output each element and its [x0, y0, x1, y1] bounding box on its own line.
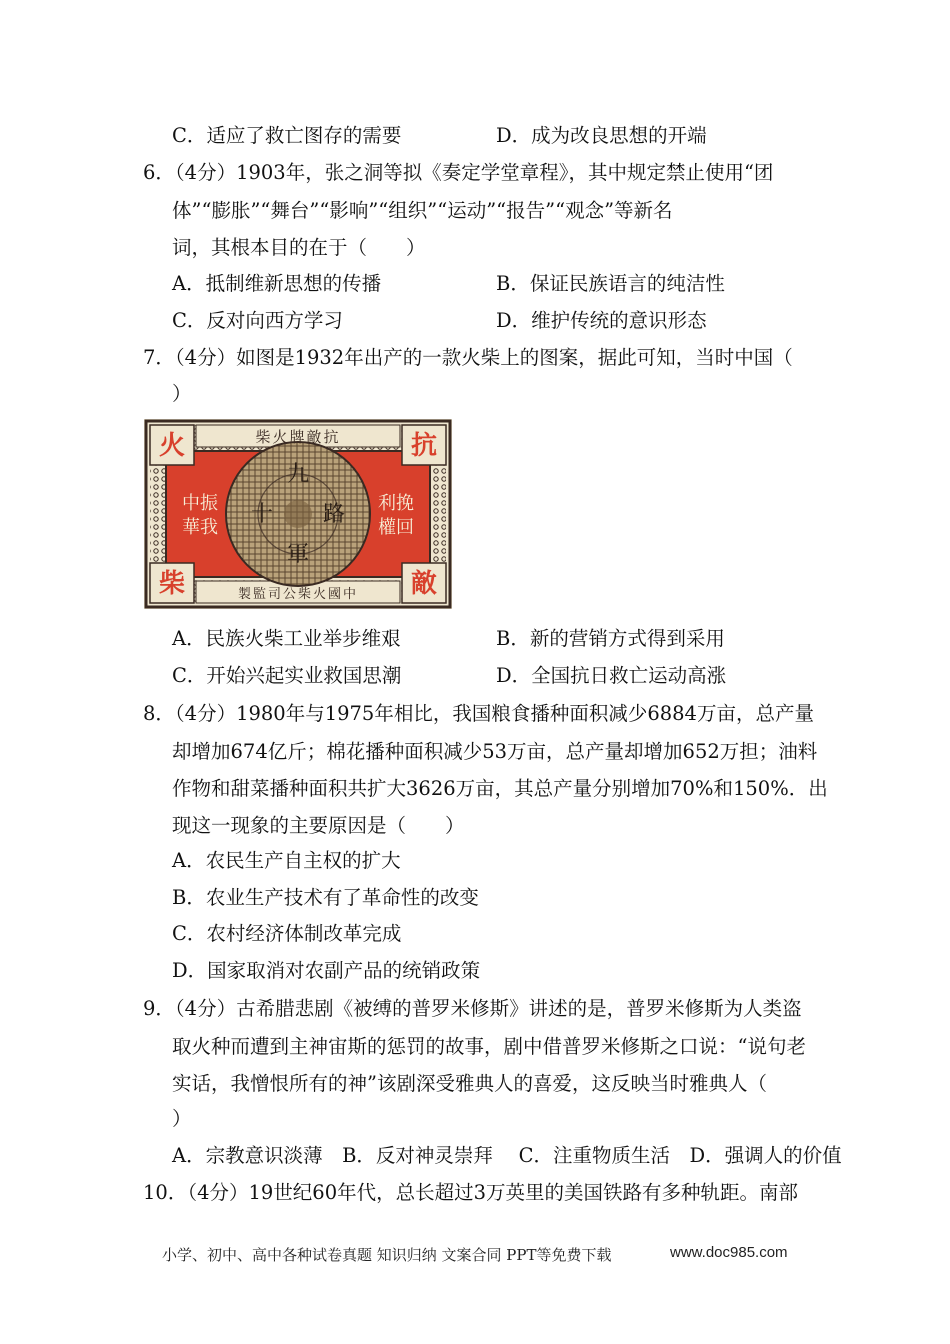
matchbox-label-image — [144, 419, 452, 609]
q8-stem-line-1: 8．（4分）1980年与1975年相比，我国粮食播种面积减少6884万亩，总产量 — [143, 702, 814, 725]
q6-stem-line-1: 6．（4分）1903年，张之洞等拟《奏定学堂章程》，其中规定禁止使用“团 — [143, 161, 774, 184]
q7-option-b: B．新的营销方式得到采用 — [496, 627, 725, 650]
matchbox-left-text-1: 中振 — [182, 493, 218, 514]
matchbox-center-char-top: 九 — [286, 462, 310, 487]
q6-stem-line-2: 体”“膨胀”“舞台”“影响”“组织”“运动”“报告”“观念”等新名 — [172, 199, 673, 222]
q7-option-c: C．开始兴起实业救国思潮 — [172, 664, 402, 687]
footer-website[interactable]: www.doc985.com — [670, 1244, 788, 1261]
q9-stem-line-3: 实话，我憎恨所有的神”该剧深受雅典人的喜爱，这反映当时雅典人（ — [172, 1072, 767, 1095]
q7-stem-line-1: 7．（4分）如图是1932年出产的一款火柴上的图案，据此可知，当时中国（ — [143, 346, 793, 369]
q8-option-d: D．国家取消对农副产品的统销政策 — [172, 959, 481, 982]
q8-stem-line-3: 作物和甜菜播种面积共扩大3626万亩，其总产量分别增加70%和150%．出 — [172, 777, 828, 800]
q6-option-a: A．抵制维新思想的传播 — [172, 272, 382, 295]
matchbox-right-text-2: 權回 — [378, 517, 414, 538]
q5-option-c: C．适应了救亡图存的需要 — [172, 124, 402, 147]
q6-option-c: C．反对向西方学习 — [172, 309, 343, 332]
matchbox-center-char-bottom: 軍 — [286, 542, 310, 567]
q8-option-a: A．农民生产自主权的扩大 — [172, 849, 401, 872]
q7-option-d: D．全国抗日救亡运动高涨 — [496, 664, 727, 687]
matchbox-center-char-right: 路 — [322, 502, 346, 527]
matchbox-center-char-left: 十 — [250, 502, 274, 527]
q9-stem-line-1: 9．（4分）古希腊悲剧《被缚的普罗米修斯》讲述的是，普罗米修斯为人类盗 — [143, 997, 802, 1020]
q5-option-d: D．成为改良思想的开端 — [496, 124, 707, 147]
q6-option-d: D．维护传统的意识形态 — [496, 309, 707, 332]
matchbox-top-text: 柴火牌敵抗 — [255, 428, 341, 446]
matchbox-right-text-1: 利挽 — [378, 493, 414, 514]
q7-stem-line-2: ） — [172, 382, 192, 405]
q9-stem-line-2: 取火种而遭到主神宙斯的惩罚的故事，剧中借普罗米修斯之口说：“说句老 — [172, 1035, 806, 1058]
matchbox-bottom-text: 製監司公柴火國中 — [237, 587, 359, 602]
footer-text: 小学、初中、高中各种试卷真题 知识归纳 文案合同 PPT等免费下载 — [162, 1246, 612, 1264]
q8-stem-line-2: 却增加674亿斤；棉花播种面积减少53万亩，总产量却增加652万担；油料 — [172, 740, 818, 763]
matchbox-corner-br: 敵 — [410, 569, 438, 599]
q8-stem-line-4: 现这一现象的主要原因是（ ） — [172, 814, 465, 837]
q10-stem-line-1: 10．（4分）19世纪60年代，总长超过3万英里的美国铁路有多种轨距。南部 — [143, 1181, 799, 1204]
q9-stem-line-4: ） — [172, 1107, 192, 1130]
q9-options: A．宗教意识淡薄 B．反对神灵崇拜 C．注重物质生活 D．强调人的价值 — [172, 1144, 842, 1167]
matchbox-corner-tr: 抗 — [410, 431, 438, 461]
q8-option-c: C．农村经济体制改革完成 — [172, 922, 402, 945]
q6-option-b: B．保证民族语言的纯洁性 — [496, 272, 725, 295]
matchbox-corner-tl: 火 — [158, 431, 186, 461]
q6-stem-line-3: 词，其根本目的在于（ ） — [172, 236, 426, 259]
matchbox-left-text-2: 華我 — [182, 517, 218, 538]
matchbox-corner-bl: 柴 — [158, 569, 186, 599]
q7-option-a: A．民族火柴工业举步维艰 — [172, 627, 401, 650]
q8-option-b: B．农业生产技术有了革命性的改变 — [172, 886, 479, 909]
